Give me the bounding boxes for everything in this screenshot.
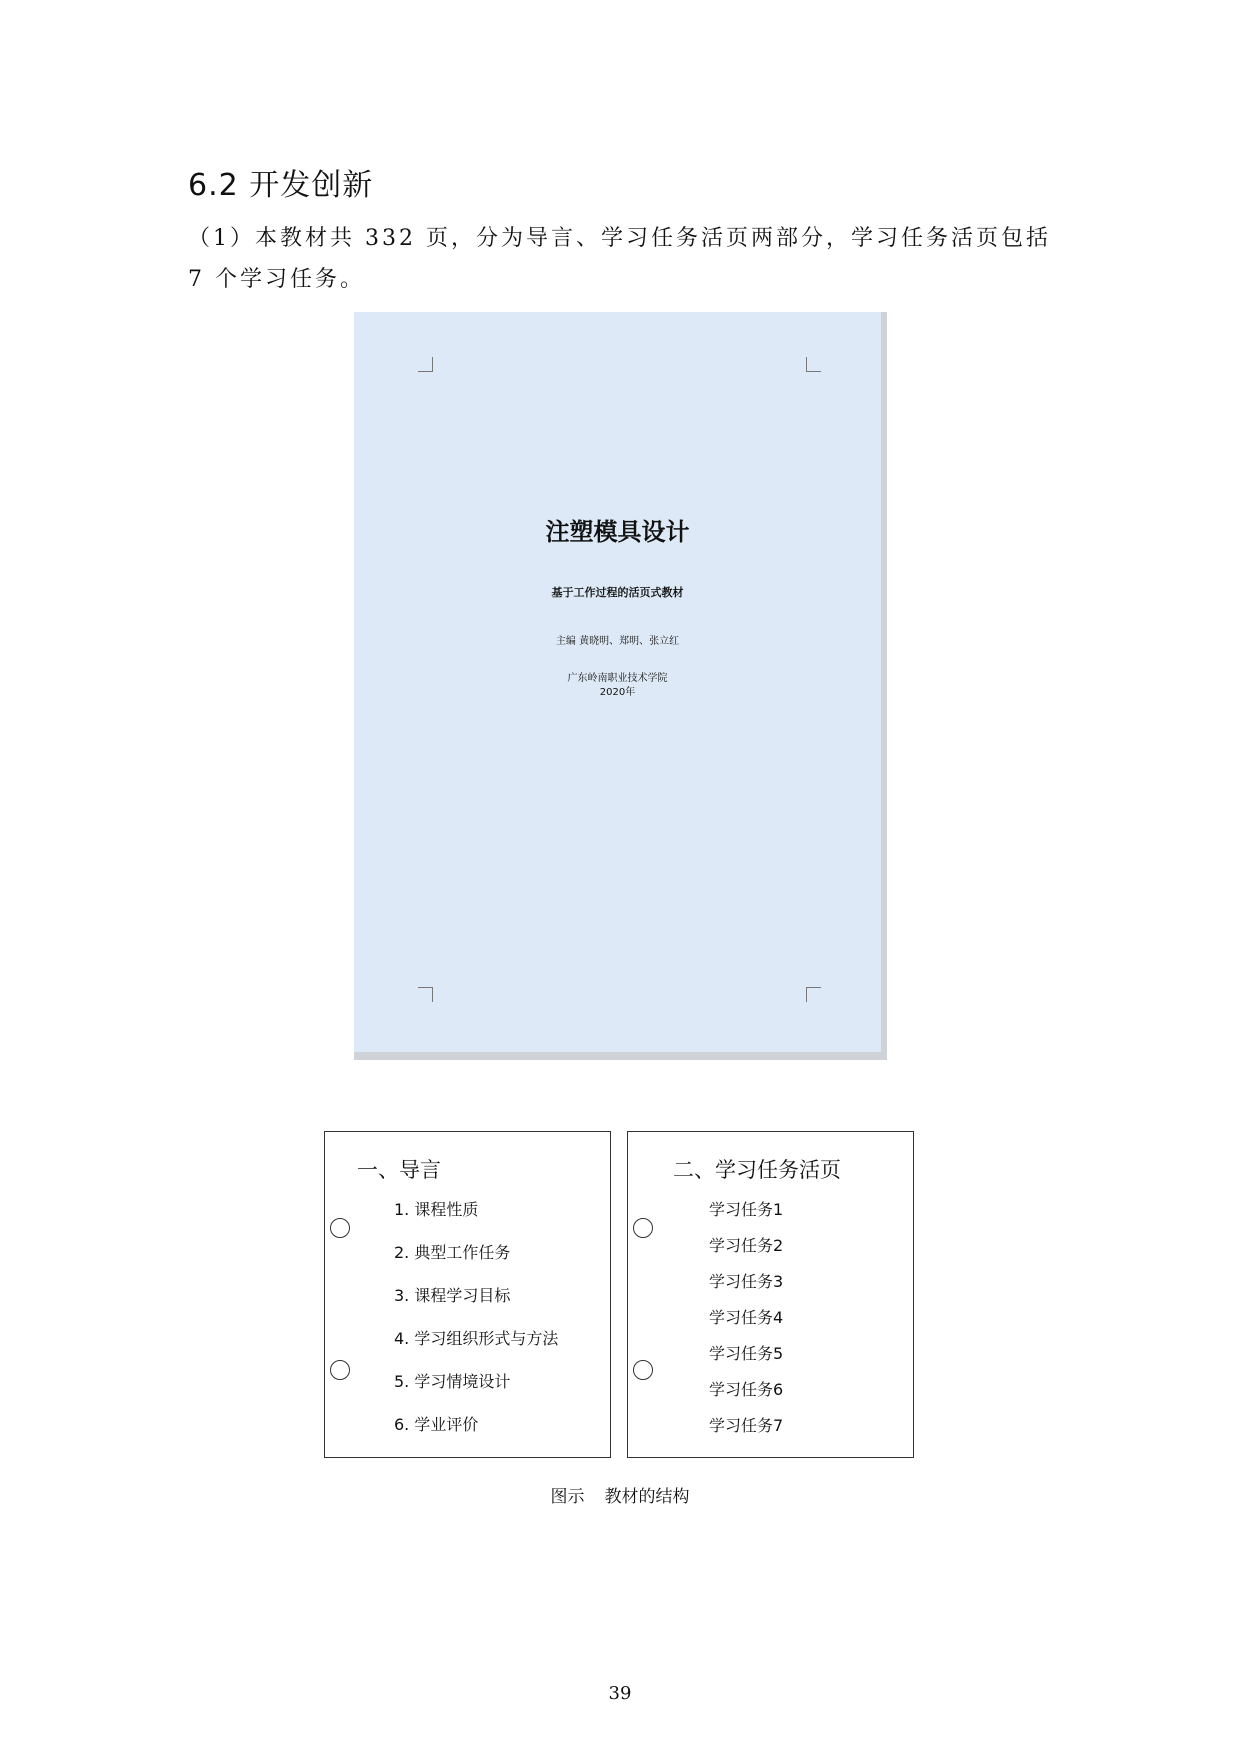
page-number: 39 [608, 1683, 632, 1704]
box-title: 一、导言 [357, 1158, 441, 1182]
cover-year: 2020年 [599, 687, 636, 698]
binder-ring-icon [633, 1360, 653, 1380]
caption-text: 教材的结构 [604, 1487, 690, 1507]
list-item: 学习任务6 [709, 1380, 784, 1399]
list-item: 3. 课程学习目标 [394, 1286, 511, 1305]
cover-institution-block [354, 672, 881, 700]
list-item: 学习任务2 [709, 1236, 784, 1255]
caption-label: 图示 [550, 1487, 585, 1507]
list-item: 学习任务1 [709, 1200, 784, 1219]
intro-paragraph: （1）本教材共 332 页，分为导言、学习任务活页两部分，学习任务活页包括 7 个学习任务。 [188, 226, 1051, 292]
binder-ring-icon [330, 1218, 350, 1238]
list-item: 学习任务4 [709, 1308, 784, 1327]
list-item: 1. 课程性质 [394, 1200, 479, 1219]
list-item: 2. 典型工作任务 [394, 1243, 511, 1262]
list-item: 5. 学习情境设计 [394, 1372, 511, 1391]
figure-caption [0, 1482, 1240, 1507]
cover-title: 注塑模具设计 [545, 518, 690, 546]
cover-authors: 主编 黄晓明、郑明、张立红 [555, 636, 680, 647]
list-item: 学习任务7 [709, 1416, 784, 1435]
list-item: 学习任务5 [709, 1344, 784, 1363]
box-title: 二、学习任务活页 [673, 1158, 841, 1182]
crop-mark-bottom-left [418, 987, 433, 1002]
cover-subtitle: 基于工作过程的活页式教材 [551, 586, 684, 599]
binder-ring-icon [330, 1360, 350, 1380]
crop-mark-bottom-right [806, 987, 821, 1002]
structure-box-introduction [324, 1131, 611, 1458]
list-item: 4. 学习组织形式与方法 [394, 1329, 559, 1348]
binder-ring-icon [633, 1218, 653, 1238]
list-item: 6. 学业评价 [394, 1415, 479, 1434]
textbook-cover-image [354, 312, 887, 1060]
structure-box-task-sheets [627, 1131, 914, 1458]
list-item: 学习任务3 [709, 1272, 784, 1291]
cover-institution: 广东岭南职业技术学院 [567, 673, 668, 684]
crop-mark-top-right [806, 357, 821, 372]
section-heading: 6.2 开发创新 [188, 168, 374, 203]
crop-mark-top-left [418, 357, 433, 372]
